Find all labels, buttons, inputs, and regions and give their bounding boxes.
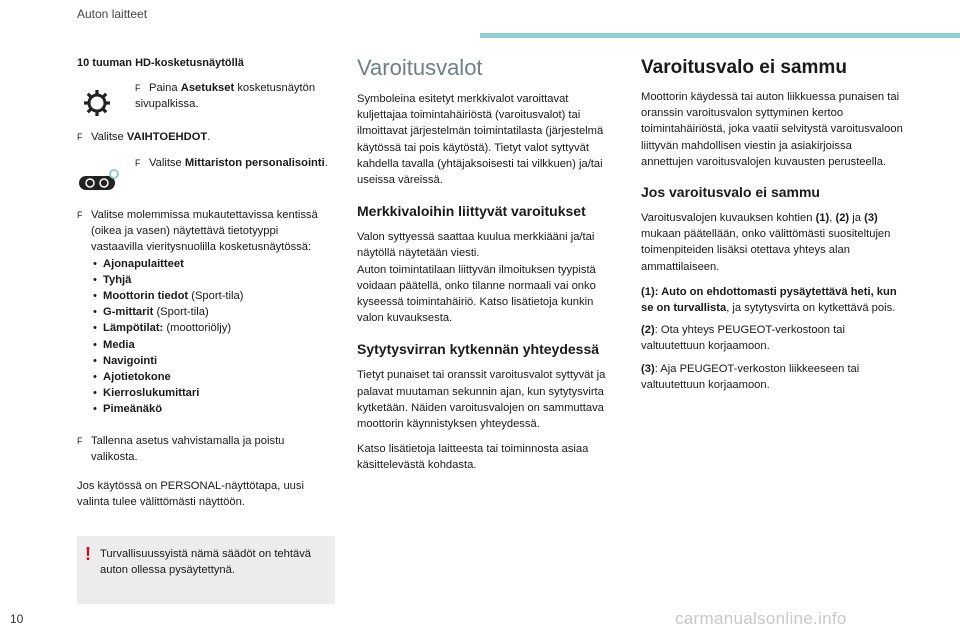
- watermark: carmanualsonline.info: [675, 609, 847, 628]
- intro-paragraph: Symboleina esitetyt merkkivalot varoittavat kuljettajaa toimintahäiriöstä (varoitusvalot) tai ilmoittavat järjestelmän toimintatilasta (järjestelmä käytössä tai pois käytöstä). Tietyt valot syttyvät kahdella tavalla (yhtäjaksoisesti tai vilkkuen) ja/tai useissa väreissä.: [357, 93, 604, 187]
- paragraph: Katso lisätietoja laitteesta tai toiminnosta asiaa käsittelevästä kohdasta.: [357, 443, 589, 472]
- note-3: (3): Aja PEUGEOT-verkoston liikkeeseen tai valtuutettuun korjaamoon.: [641, 362, 860, 391]
- paragraph: Tietyt punaiset tai oranssit varoitusvalot syttyvät ja palavat muutaman sekunnin ajan, kun sytytysvirta kytketään. Näiden varoitusvalojen on sammuttava moottorin käynnistyksen yhteydessä.: [357, 369, 606, 431]
- step-arrow-icon: F: [77, 132, 83, 142]
- list-item: • Media: [91, 337, 327, 353]
- list-item: • Tyhjä: [91, 272, 327, 288]
- option-list: [91, 256, 327, 418]
- list-item: • Ajotietokone: [91, 369, 327, 385]
- subheading-warnings: Merkkivaloihin liittyvät varoitukset: [357, 203, 586, 220]
- step-arrow-icon: F: [77, 436, 83, 446]
- intro-paragraph: Moottorin käydessä tai auton liikkuessa punaisen tai oranssin varoitusvalon syttyminen kertoo toimintahäiriöstä, joka vaatii selvitystä varoitusvaloon liittyvän mahdollisen viestin ja asiakirjoissa annettujen varoitusvalojen kuvausten perusteella.: [641, 91, 903, 168]
- page-heading: Varoitusvalot: [357, 55, 483, 80]
- step-arrow-icon: F: [77, 210, 83, 220]
- subheading-ignition: Sytytysvirran kytkennän yhteydessä: [357, 341, 600, 358]
- list-item: • Kierroslukumittari: [91, 385, 327, 401]
- instruction-step-4: F Valitse molemmissa mukautettavissa kentissä (oikea ja vasen) näytettävä tietotyyppi vastaavilla vieritysnuolilla kosketusnäytössä: • Ajonapulaitteet • Tyhjä • Moottorin tiedot (Sport-tila) • G-mittarit (Sport-tila) • Lämpötilat: (moottoriöljy) • Media • Navigointi • Ajotietokone • Kierroslukumittari • Pimeänäkö: [77, 207, 327, 418]
- list-item: • Pimeänäkö: [91, 401, 327, 417]
- warning-text: Turvallisuussyistä nämä säädöt on tehtävä auton ollessa pysäytettynä.: [100, 548, 312, 577]
- instruction-step-5: F Tallenna asetus vahvistamalla ja poistu valikosta.: [77, 433, 327, 465]
- page-number: 10: [10, 612, 24, 626]
- instruction-step-2: F Valitse VAIHTOEHDOT.: [77, 129, 335, 145]
- subheading: Jos varoitusvalo ei sammu: [641, 184, 820, 201]
- paragraph: Auton toimintatilaan liittyvän ilmoituksen tyypistä voidaan päätellä, onko tilanne normaali vai onko kyseessä toimintahäiriö. Katso lisätietoja kunkin valon kuvauksesta.: [357, 263, 596, 325]
- column-light-stays-on: [641, 57, 903, 393]
- section-title: 10 tuuman HD-kosketusnäytöllä: [77, 57, 244, 69]
- list-item: • Navigointi: [91, 353, 327, 369]
- instruction-step-3: F Valitse Mittariston personalisointi.: [135, 155, 335, 171]
- paragraph: Valon syttyessä saattaa kuulua merkkiääni ja/tai näytöllä näytetään viesti.: [357, 231, 595, 260]
- section-heading: Varoitusvalo ei sammu: [641, 57, 847, 78]
- instruction-step-1: F Paina Asetukset kosketusnäytön sivupalkissa.: [135, 82, 316, 111]
- note-2: (2): Ota yhteys PEUGEOT-verkostoon tai valtuutettuun korjaamoon.: [641, 324, 845, 353]
- header-accent-bar: [480, 33, 960, 38]
- personal-mode-note: Jos käytössä on PERSONAL-näyttötapa, uusi valinta tulee välittömästi näyttöön.: [77, 480, 304, 509]
- list-item: • Ajonapulaitteet: [91, 256, 327, 272]
- paragraph: Varoitusvalojen kuvauksen kohtien (1), (2) ja (3) mukaan päätellään, onko välittömästi suositeltujen toimenpiteiden lisäksi otettava yhteys alan ammattilaiseen.: [641, 212, 891, 273]
- step-arrow-icon: F: [135, 83, 141, 93]
- list-item: • G-mittarit (Sport-tila): [91, 304, 327, 320]
- cluster-customize-icon: [77, 168, 121, 192]
- running-header: Auton laitteet: [77, 7, 148, 21]
- warning-icon: !: [85, 544, 91, 564]
- step-arrow-icon: F: [135, 158, 141, 168]
- safety-warning-box: [77, 536, 335, 604]
- settings-gear-icon: [82, 88, 112, 118]
- list-item: • Moottorin tiedot (Sport-tila): [91, 288, 327, 304]
- column-warning-lights: [357, 55, 619, 474]
- list-item: • Lämpötilat: (moottoriöljy): [91, 320, 327, 336]
- note-1: (1): Auto on ehdottomasti pysäytettävä heti, kun se on turvallista, ja sytytysvirta on kytkettävä pois.: [641, 285, 897, 315]
